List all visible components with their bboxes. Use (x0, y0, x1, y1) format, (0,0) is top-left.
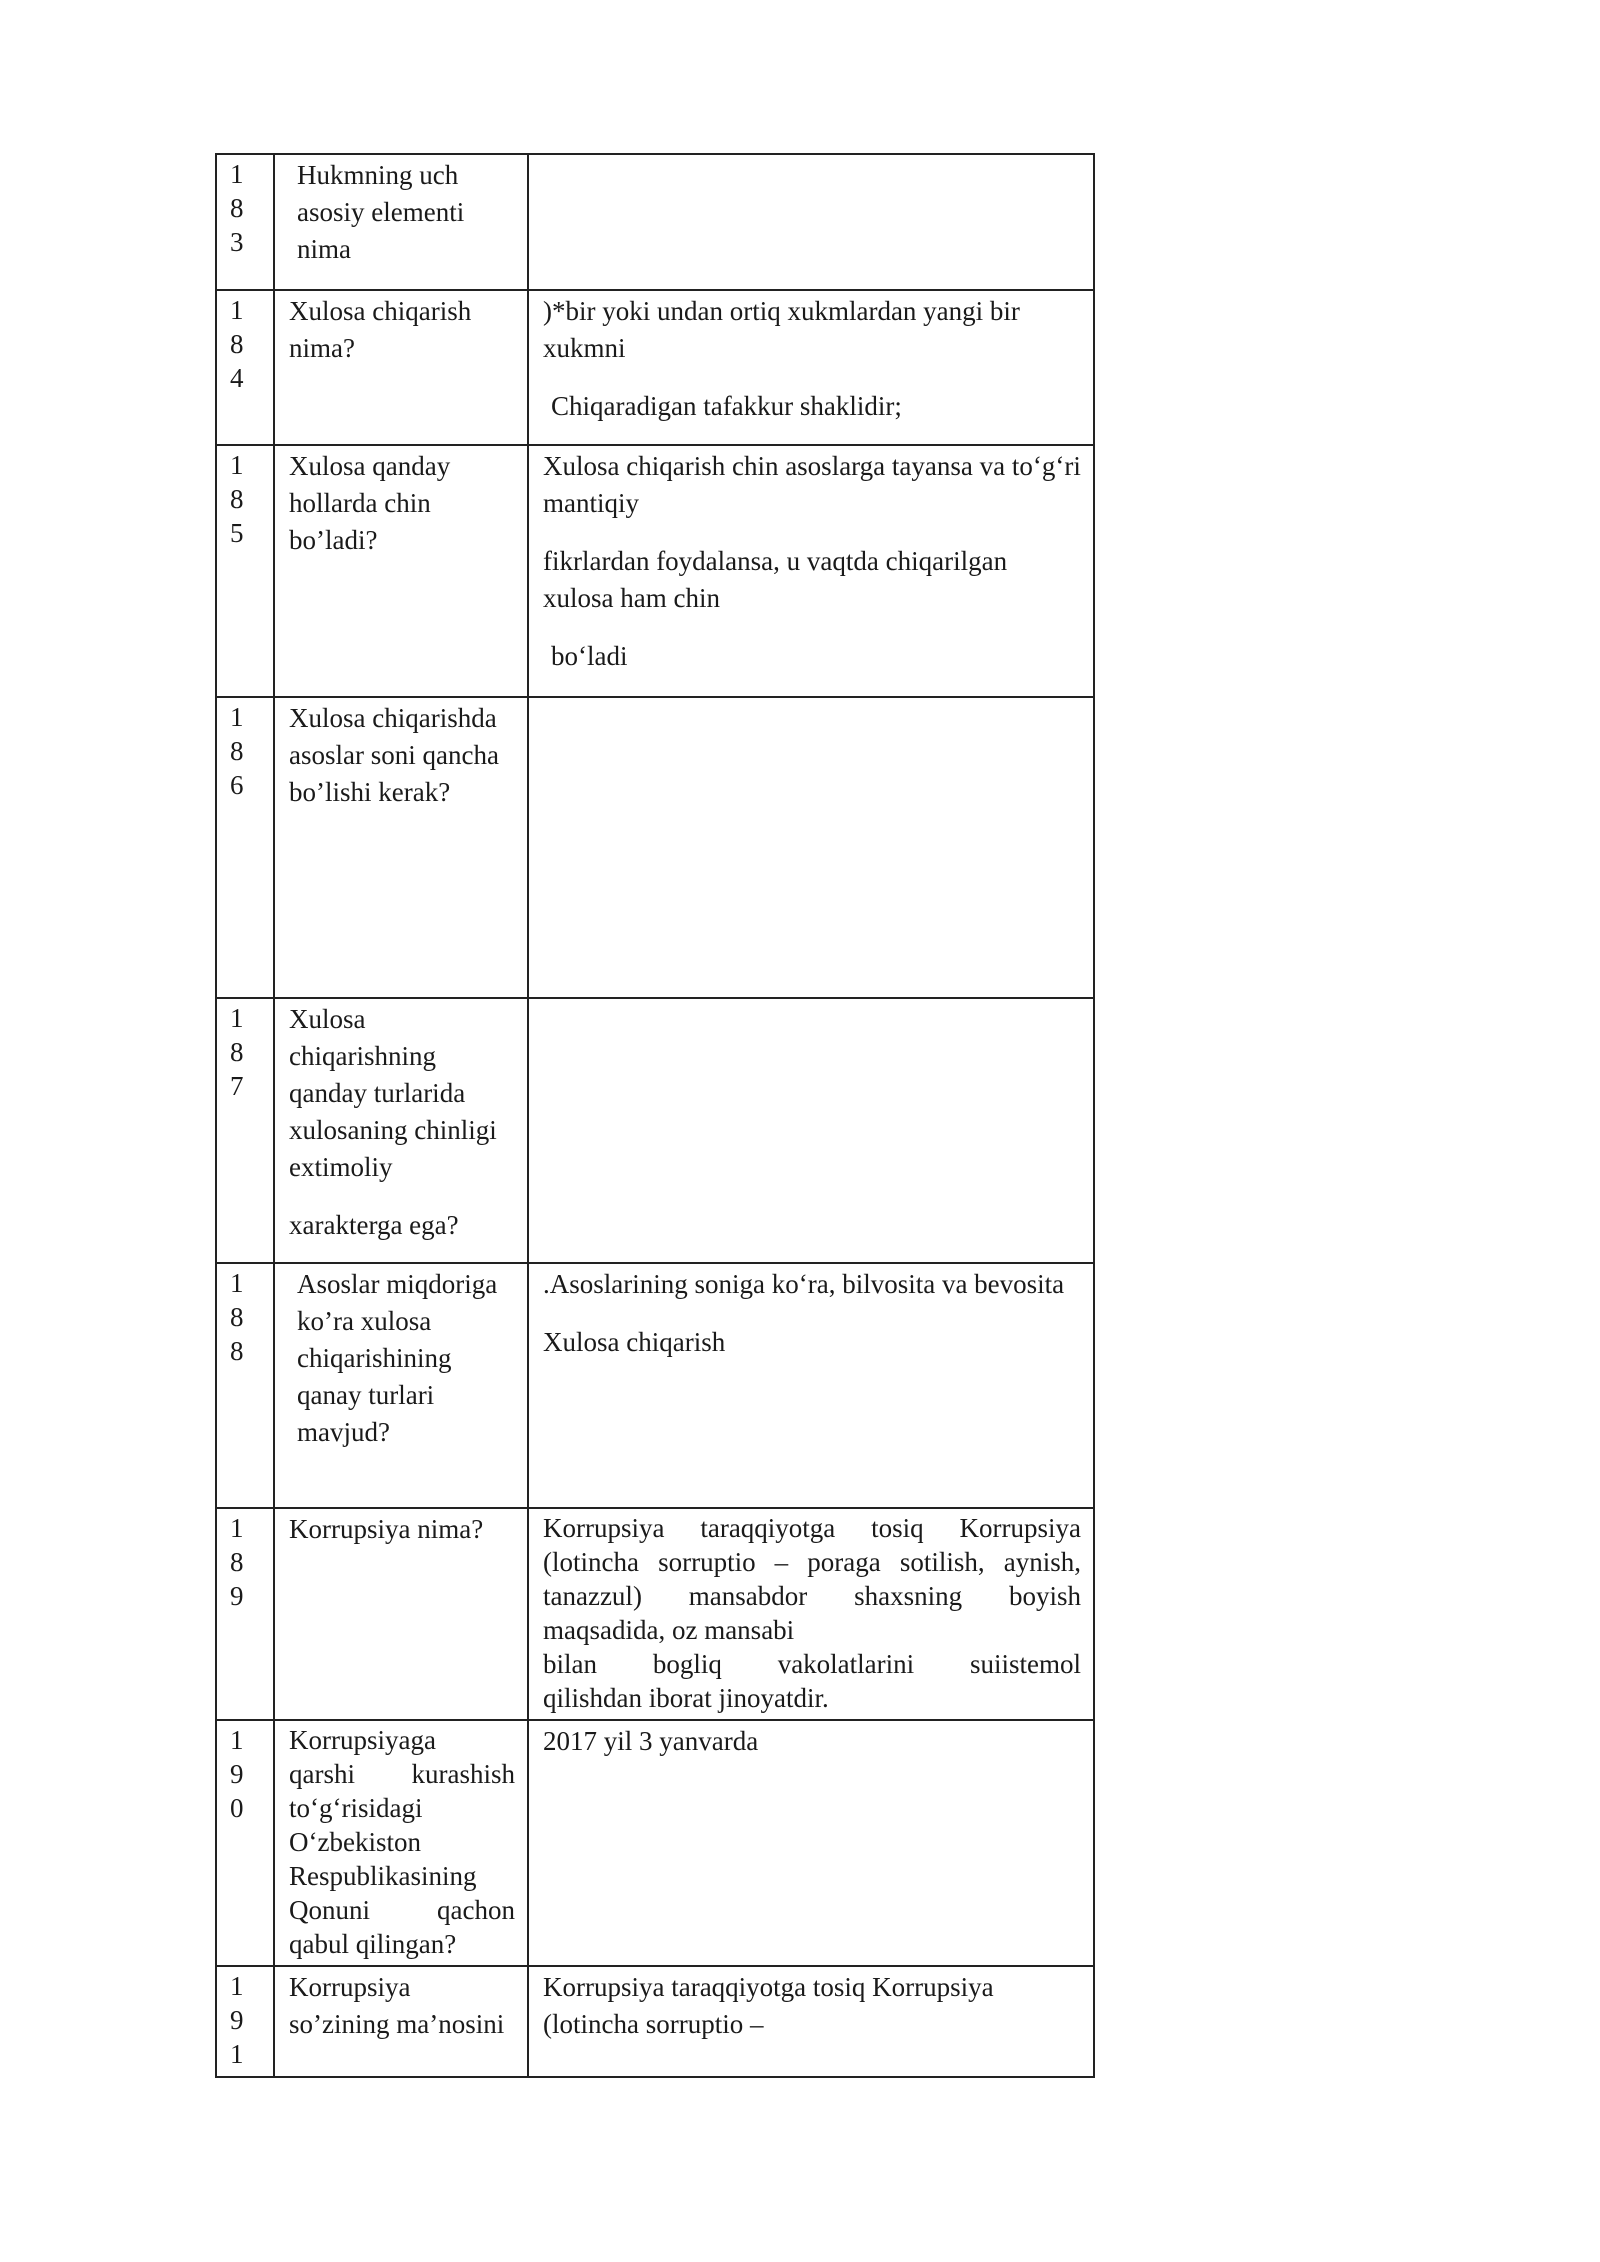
row-number (216, 1966, 274, 2077)
row-number-digit: 4 (230, 363, 244, 393)
row-number (216, 697, 274, 998)
question-line: Qonuni qachon (289, 1895, 515, 1925)
answer-cell (528, 154, 1094, 290)
question-cell (274, 1508, 528, 1720)
row-number-digit: 7 (230, 1071, 244, 1101)
question-cell (274, 697, 528, 998)
question-text: Korrupsiya so’zining ma’nosini (289, 1972, 505, 2039)
row-number-digit: 8 (230, 193, 244, 223)
question-line: qabul qilingan? (289, 1929, 457, 1959)
answer-cell (528, 1263, 1094, 1508)
row-number-digit: 8 (230, 1336, 244, 1366)
question-line: qarshi kurashish (289, 1759, 515, 1789)
table-row (216, 1263, 1094, 1508)
row-number-digit: 8 (230, 1037, 244, 1067)
row-number-digit: 1 (230, 1003, 244, 1033)
question-answer-table (215, 153, 1095, 2078)
question-cell (274, 290, 528, 445)
row-number-digit: 5 (230, 518, 244, 548)
answer-line: bilan bogliq vakolatlarini suiistemol (543, 1649, 1081, 1679)
answer-cell (528, 1508, 1094, 1720)
question-cell (274, 1263, 528, 1508)
question-text: Hukmning uch asosiy elementi nima (297, 160, 465, 264)
answer-cell (528, 998, 1094, 1263)
table-row (216, 697, 1094, 998)
answer-cell (528, 445, 1094, 697)
answer-line: maqsadida, oz mansabi (543, 1615, 795, 1645)
row-number-digit: 3 (230, 227, 244, 257)
row-number-digit: 6 (230, 770, 244, 800)
question-cell (274, 1720, 528, 1966)
row-number-digit: 1 (230, 1268, 244, 1298)
answer-line: (lotincha sorruptio – poraga sotilish, aynish, (543, 1547, 1081, 1577)
question-line: O‘zbekiston (289, 1827, 421, 1857)
answer-cell (528, 290, 1094, 445)
question-cell (274, 998, 528, 1263)
row-number-digit: 9 (230, 2005, 244, 2035)
row-number-digit: 9 (230, 1759, 244, 1789)
table-row (216, 998, 1094, 1263)
answer-text: Xulosa chiqarish chin asoslarga tayansa va to‘g‘ri mantiqiy (543, 451, 1081, 518)
question-text: Xulosa chiqarishda asoslar soni qancha bo’lishi kerak? (289, 703, 499, 807)
row-number (216, 1263, 274, 1508)
answer-text: .Asoslarining soniga ko‘ra, bilvosita va bevosita (543, 1269, 1065, 1299)
row-number-digit: 1 (230, 1725, 244, 1755)
row-number (216, 154, 274, 290)
answer-line: tanazzul) mansabdor shaxsning boyish (543, 1581, 1081, 1611)
row-number (216, 998, 274, 1263)
question-cell (274, 445, 528, 697)
row-number-digit: 1 (230, 2039, 244, 2069)
row-number-digit: 0 (230, 1793, 244, 1823)
row-number-digit: 8 (230, 736, 244, 766)
table-row (216, 1966, 1094, 2077)
question-cell (274, 1966, 528, 2077)
question-text: Xulosa chiqarishning qanday turlarida xulosaning chinligi extimoliy (289, 1004, 497, 1182)
answer-text: Chiqaradigan tafakkur shaklidir; (551, 391, 902, 421)
question-cell (274, 154, 528, 290)
answer-text: 2017 yil 3 yanvarda (543, 1726, 759, 1756)
table-row (216, 1720, 1094, 1966)
question-text: Xulosa chiqarish nima? (289, 296, 472, 363)
question-line: to‘g‘risidagi (289, 1793, 423, 1823)
answer-line: Korrupsiya taraqqiyotga tosiq Korrupsiya (543, 1513, 1081, 1543)
row-number-digit: 9 (230, 1581, 244, 1611)
row-number (216, 1720, 274, 1966)
row-number-digit: 8 (230, 1547, 244, 1577)
answer-cell (528, 697, 1094, 998)
question-text: Asoslar miqdoriga ko’ra xulosa chiqarishining qanay turlari mavjud? (297, 1269, 498, 1447)
answer-line: qilishdan iborat jinoyatdir. (543, 1683, 829, 1713)
answer-text: fikrlardan foydalansa, u vaqtda chiqarilgan xulosa ham chin (543, 546, 1008, 613)
answer-cell (528, 1966, 1094, 2077)
table-row (216, 154, 1094, 290)
question-text: Xulosa qanday hollarda chin bo’ladi? (289, 451, 451, 555)
table-row (216, 445, 1094, 697)
row-number-digit: 1 (230, 450, 244, 480)
question-line: Respublikasining (289, 1861, 477, 1891)
row-number-digit: 1 (230, 1971, 244, 2001)
row-number-digit: 1 (230, 1513, 244, 1543)
row-number-digit: 1 (230, 702, 244, 732)
row-number-digit: 8 (230, 484, 244, 514)
row-number-digit: 1 (230, 295, 244, 325)
question-line: Korrupsiyaga (289, 1725, 436, 1755)
answer-text: Korrupsiya taraqqiyotga tosiq Korrupsiya (lotincha sorruptio – (543, 1972, 994, 2039)
row-number (216, 445, 274, 697)
row-number-digit: 1 (230, 159, 244, 189)
row-number (216, 1508, 274, 1720)
question-text: xarakterga ega? (289, 1210, 459, 1240)
answer-text: )*bir yoki undan ortiq xukmlardan yangi bir xukmni (543, 296, 1020, 363)
table-row (216, 1508, 1094, 1720)
answer-text: Xulosa chiqarish (543, 1327, 726, 1357)
row-number (216, 290, 274, 445)
answer-cell (528, 1720, 1094, 1966)
row-number-digit: 8 (230, 329, 244, 359)
row-number-digit: 8 (230, 1302, 244, 1332)
question-text: Korrupsiya nima? (289, 1514, 484, 1544)
table-row (216, 290, 1094, 445)
answer-text: bo‘ladi (551, 641, 628, 671)
